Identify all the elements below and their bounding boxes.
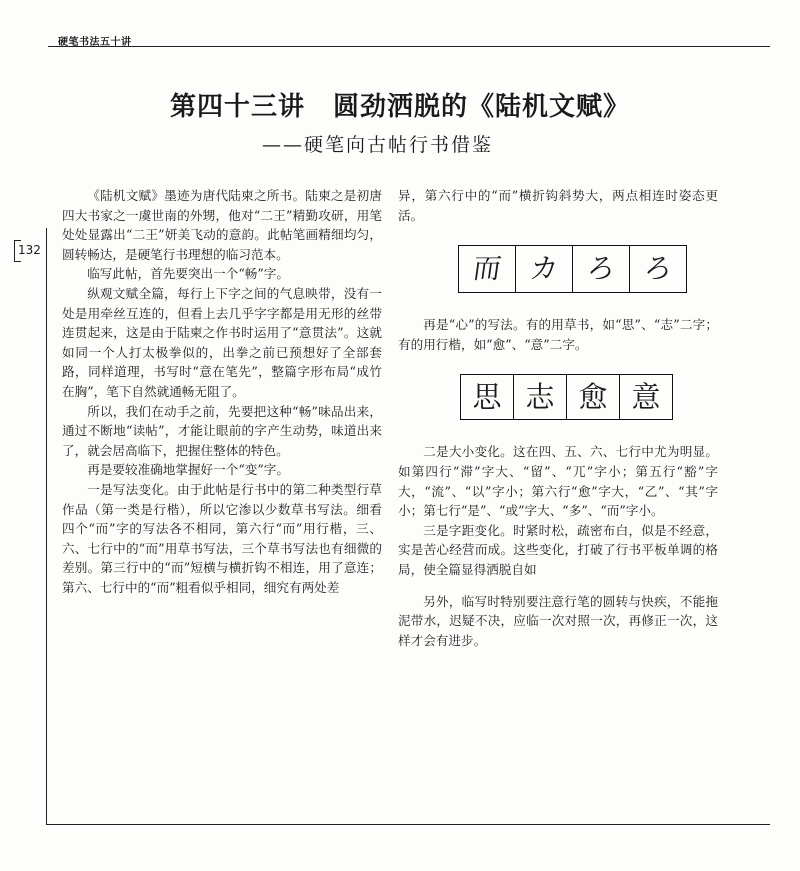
lecture-number: 第四十三讲	[169, 92, 305, 122]
paragraph: 一是写法变化。由于此帖是行书中的第二种类型行草作品（第一类是行楷），所以它渗以少数草书写法。细看四个“而”字的写法各不相同，第六行“而”用行楷，三、六、七行中的“而”用草书写法，三个草书写法也有细微的差别。第三行中的“而”短横与横折钩不相连，用了意连；第六、七行中的“而”粗看似乎相同，细究有两处差	[62, 481, 382, 595]
left-column	[62, 186, 382, 597]
paragraph-continued: 异，第六行中的“而”横折钩斜势大，两点相连时姿态更活。	[398, 188, 718, 223]
calligraphy-glyph: 志	[525, 379, 555, 414]
calligraphy-glyph-box	[630, 245, 687, 293]
calligraphy-glyph: 思	[472, 379, 502, 414]
lecture-subtitle: ——硬笔向古帖行书借鉴	[262, 134, 494, 156]
calligraphy-glyph: ろ	[641, 252, 675, 286]
paragraph: 另外，临写时特别要注意行笔的圆转与快疾，不能拖泥带水，迟疑不决，应临一次对照一次，再修正一次，这样才会有进步。	[398, 593, 718, 648]
paragraph: 再是要较准确地掌握好一个“变”字。	[87, 462, 289, 478]
calligraphy-glyph-box	[567, 374, 620, 420]
calligraphy-glyph: 意	[631, 379, 661, 414]
paragraph: 《陆机文赋》墨迹为唐代陆柬之所书。陆柬之是初唐四大书家之一虞世南的外甥，他对“二王”精勤攻研，用笔处处显露出“二王”妍美飞动的意韵。此帖笔画精细均匀，圆转畅达，是硬笔行书理想的临习范本。	[62, 188, 382, 262]
paragraph: 纵观文赋全篇，每行上下字之间的气息映带，没有一处是用牵丝互连的，但看上去几乎字字都是用无形的丝带连贯起来，这是由于陆柬之作书时运用了“意贯法”。这就如同一个人打太极拳似的，出拳之前已预想好了全部套路，同样道理，书写时“意在笔先”，整篇字形布局“成竹在胸”，笔下自然就通畅无阻了。	[62, 285, 382, 399]
paragraph: 三是字距变化。时紧时松，疏密布白，似是不经意，实是苦心经营而成。这些变化，打破了行书平板单调的格局，使全篇显得洒脱自如	[398, 522, 718, 577]
paragraph: 临写此帖，首先要突出一个“畅”字。	[87, 266, 289, 282]
calligraphy-er-examples	[458, 245, 718, 293]
running-header: 硬笔书法五十讲	[58, 37, 132, 48]
calligraphy-glyph: カ	[527, 252, 561, 286]
calligraphy-glyph-box	[460, 374, 514, 420]
calligraphy-glyph: ろ	[584, 252, 618, 286]
calligraphy-glyph-box	[516, 245, 573, 293]
lecture-title	[0, 86, 800, 123]
left-margin-rule	[46, 228, 47, 824]
calligraphy-glyph: 愈	[578, 379, 608, 414]
header-rule	[48, 46, 770, 47]
bottom-rule	[46, 824, 770, 825]
right-column	[398, 186, 718, 650]
paragraph: 二是大小变化。这在四、五、六、七行中尤为明显。如第四行“滞”字大、“留”、“兀”字小；第五行“豁”字大，“流”、“以”字小；第六行“愈”字大，“乙”、“其”字小；第七行“是”、“或”字大、“多”、“而”字小。	[398, 444, 718, 519]
paragraph: 再是“心”的写法。有的用草书，如“思”、“志”二字；有的用行楷，如“愈”、“意”二字。	[398, 317, 718, 352]
calligraphy-glyph-box	[620, 374, 673, 420]
calligraphy-glyph-box	[514, 374, 567, 420]
paragraph: 所以，我们在动手之前，先要把这种“畅”味品出来，通过不断地“读帖”，才能让眼前的字产生动势，味道出来了，就会居高临下，把握住整体的特色。	[62, 403, 382, 458]
calligraphy-xin-examples	[460, 374, 718, 420]
page-number: 132	[18, 243, 41, 257]
calligraphy-glyph: 而	[470, 252, 504, 286]
calligraphy-glyph-box	[573, 245, 630, 293]
lecture-main-title: 圆劲洒脱的《陆机文赋》	[333, 92, 631, 122]
calligraphy-glyph-box	[458, 245, 516, 293]
